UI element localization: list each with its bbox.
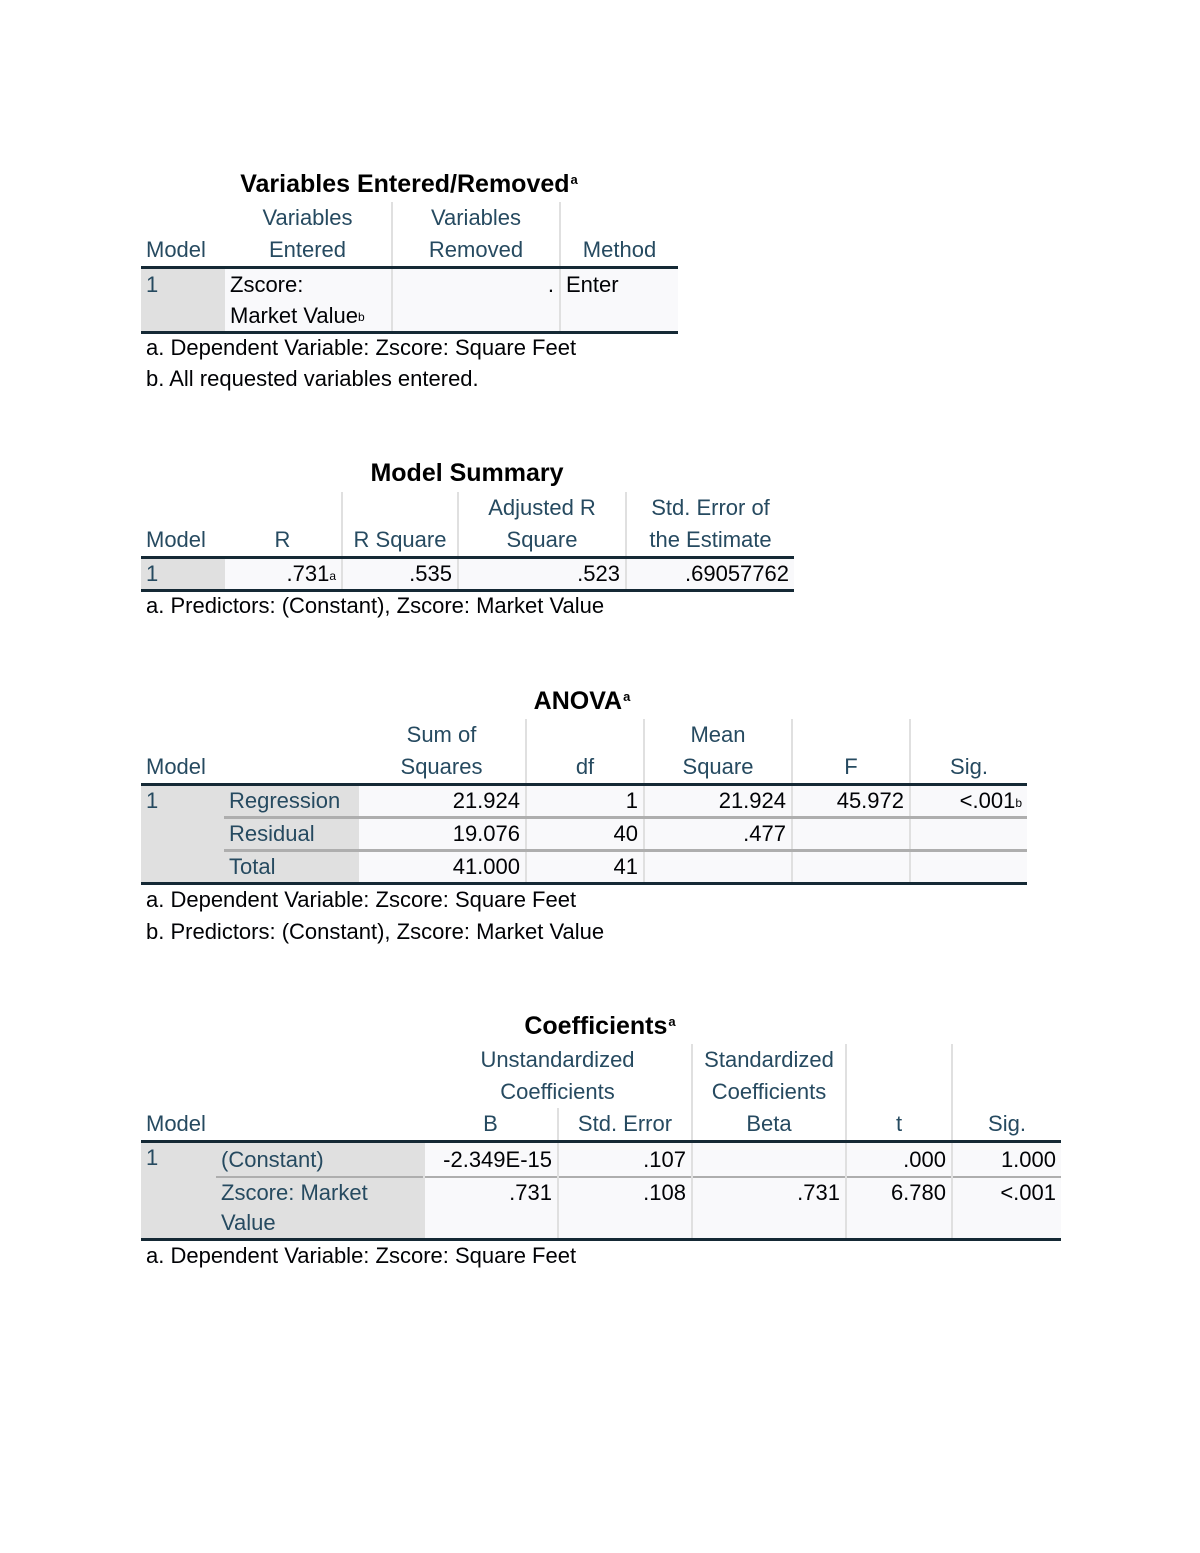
cell-std-error: .69057762 bbox=[626, 558, 794, 591]
cell-mean-square: .477 bbox=[644, 818, 792, 851]
header-model: Model bbox=[146, 237, 206, 262]
header-variables-removed-1: Variables bbox=[392, 202, 560, 234]
row-label-regression: Regression bbox=[224, 785, 358, 818]
cell-beta bbox=[692, 1142, 846, 1178]
anova-table bbox=[141, 719, 1027, 885]
row-model-number: 1 bbox=[141, 558, 224, 591]
cell-sig bbox=[910, 851, 1027, 884]
header-unstandardized-2: Coefficients bbox=[424, 1076, 692, 1108]
model-summary-title: Model Summary bbox=[370, 459, 564, 487]
table-row bbox=[141, 558, 794, 591]
cell-f bbox=[792, 818, 910, 851]
header-beta: Beta bbox=[692, 1108, 846, 1142]
cell-sig: <.001$^b$ bbox=[910, 785, 1027, 818]
row-model-number: 1 bbox=[141, 268, 224, 333]
cell-t: .000 bbox=[846, 1142, 952, 1178]
cell-b: .731 bbox=[424, 1177, 558, 1240]
cell-sum-of-squares: 21.924 bbox=[358, 785, 526, 818]
header-mean-square-1: Mean bbox=[644, 719, 792, 751]
cell-r-square: .535 bbox=[342, 558, 458, 591]
row-label-residual: Residual bbox=[224, 818, 358, 851]
row-model-number: 1 bbox=[141, 1142, 216, 1240]
header-method: Method bbox=[582, 237, 657, 262]
cell-f: 45.972 bbox=[792, 785, 910, 818]
anova-title: ANOVA$^a$ bbox=[533, 687, 631, 715]
header-r-square: R Square bbox=[342, 492, 458, 558]
footnote-b: b. All requested variables entered. bbox=[146, 366, 479, 391]
row-model-number: 1 bbox=[141, 785, 224, 884]
cell-sum-of-squares: 41.000 bbox=[358, 851, 526, 884]
cell-method: Enter bbox=[560, 268, 678, 333]
header-variables-removed-2: Removed bbox=[392, 234, 560, 268]
row-label-zscore-market-value: Zscore: Market Value bbox=[216, 1177, 424, 1240]
cell-sig: <.001 bbox=[952, 1177, 1061, 1240]
cell-adjusted-r-square: .523 bbox=[458, 558, 626, 591]
variables-entered-table bbox=[141, 202, 678, 334]
footnote-a: a. Dependent Variable: Zscore: Square Feet bbox=[146, 335, 577, 360]
header-sig: Sig. bbox=[950, 754, 988, 779]
header-std-error: Std. Error bbox=[558, 1108, 692, 1142]
header-variables-entered-2: Entered bbox=[224, 234, 392, 268]
header-model: Model bbox=[146, 1111, 206, 1136]
header-model: Model bbox=[146, 754, 206, 779]
table-row bbox=[141, 818, 1027, 851]
coefficients-title: Coefficients$^a$ bbox=[524, 1012, 676, 1040]
header-standardized-2: Coefficients bbox=[692, 1076, 846, 1108]
cell-variables-entered: Zscore: Market Value$^b$ bbox=[224, 268, 392, 333]
cell-sig bbox=[910, 818, 1027, 851]
header-sig: Sig. bbox=[988, 1111, 1026, 1136]
header-method-spacer bbox=[560, 202, 678, 234]
cell-std-error: .107 bbox=[558, 1142, 692, 1178]
header-mean-square-2: Square bbox=[644, 751, 792, 785]
header-variables-entered-1: Variables bbox=[224, 202, 392, 234]
cell-b: -2.349E-15 bbox=[424, 1142, 558, 1178]
header-sum-of-squares-2: Squares bbox=[358, 751, 526, 785]
footnote-b: b. Predictors: (Constant), Zscore: Market Value bbox=[146, 919, 605, 944]
table-row bbox=[141, 1142, 1061, 1178]
header-sum-of-squares-1: Sum of bbox=[358, 719, 526, 751]
header-f: F bbox=[792, 719, 910, 785]
footnote-a: a. Dependent Variable: Zscore: Square Feet bbox=[146, 1243, 577, 1268]
coefficients-table bbox=[141, 1044, 1061, 1241]
header-model: Model bbox=[146, 527, 206, 552]
header-adjusted-r-2: Square bbox=[458, 524, 626, 558]
footnote-a: a. Dependent Variable: Zscore: Square Feet bbox=[146, 887, 577, 912]
footnote-a: a. Predictors: (Constant), Zscore: Market Value bbox=[146, 593, 605, 618]
variables-entered-title: Variables Entered/Removed$^a$ bbox=[240, 170, 578, 198]
header-std-error-2: the Estimate bbox=[649, 527, 772, 552]
cell-df: 41 bbox=[526, 851, 644, 884]
header-standardized-1: Standardized bbox=[692, 1044, 846, 1076]
cell-std-error: .108 bbox=[558, 1177, 692, 1240]
header-b: B bbox=[424, 1108, 558, 1142]
header-unstandardized-1: Unstandardized bbox=[424, 1044, 692, 1076]
cell-sig: 1.000 bbox=[952, 1142, 1061, 1178]
row-label-constant: (Constant) bbox=[216, 1142, 424, 1178]
cell-beta: .731 bbox=[692, 1177, 846, 1240]
header-std-error-1: Std. Error of bbox=[651, 495, 770, 520]
table-row bbox=[141, 1177, 1061, 1240]
cell-sum-of-squares: 19.076 bbox=[358, 818, 526, 851]
cell-df: 1 bbox=[526, 785, 644, 818]
cell-r: .731$^a$ bbox=[224, 558, 342, 591]
header-t: t bbox=[846, 1044, 952, 1142]
table-row bbox=[141, 851, 1027, 884]
cell-df: 40 bbox=[526, 818, 644, 851]
header-adjusted-r-1: Adjusted R bbox=[458, 492, 626, 524]
cell-mean-square: 21.924 bbox=[644, 785, 792, 818]
table-row bbox=[141, 268, 678, 333]
header-df: df bbox=[526, 719, 644, 785]
cell-t: 6.780 bbox=[846, 1177, 952, 1240]
header-r: R bbox=[224, 492, 342, 558]
cell-mean-square bbox=[644, 851, 792, 884]
cell-variables-removed: . bbox=[392, 268, 560, 333]
cell-f bbox=[792, 851, 910, 884]
row-label-total: Total bbox=[224, 851, 358, 884]
table-row bbox=[141, 785, 1027, 818]
model-summary-table bbox=[141, 492, 794, 592]
